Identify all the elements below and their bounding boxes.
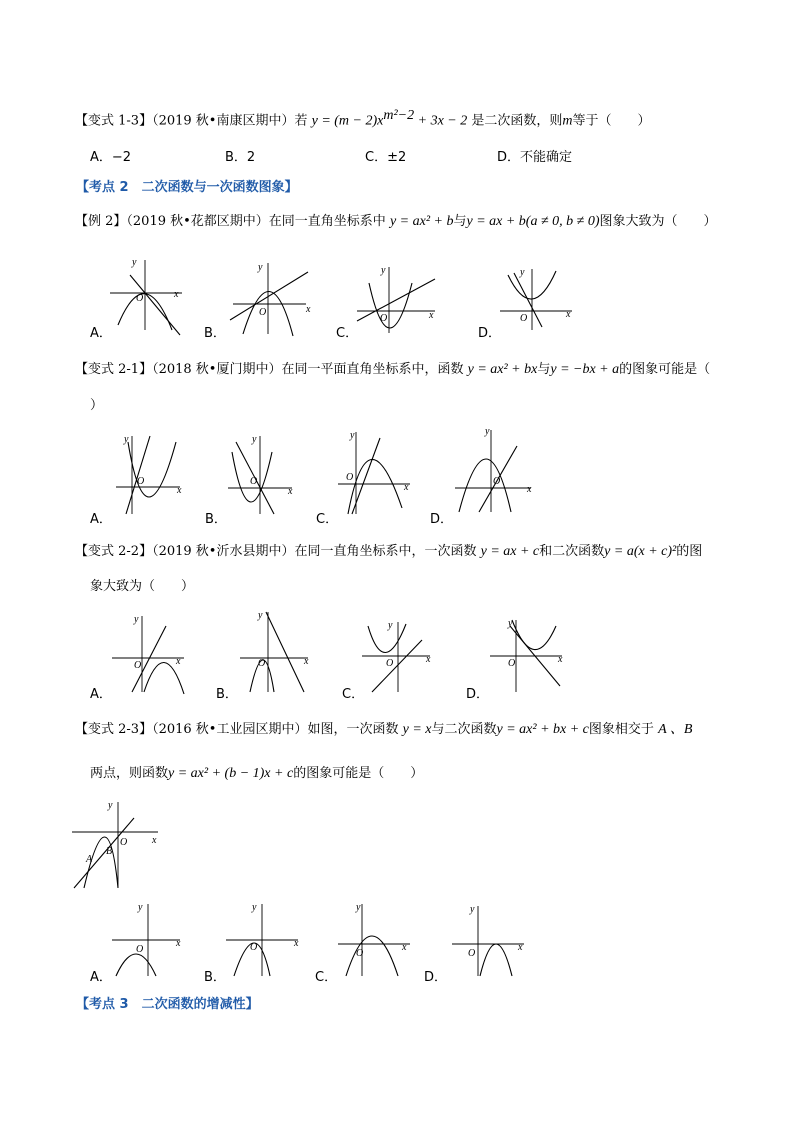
- svg-text:y: y: [485, 426, 490, 437]
- variant-2-2-graph-d: [490, 616, 570, 696]
- svg-text:O: O: [136, 944, 144, 955]
- variant-2-2-graph-b: [240, 608, 315, 693]
- svg-text:O: O: [250, 476, 258, 487]
- svg-text:x: x: [402, 942, 407, 953]
- svg-text:y: y: [134, 614, 139, 625]
- svg-text:O: O: [258, 658, 266, 669]
- svg-text:y: y: [258, 262, 263, 273]
- svg-text:x: x: [177, 485, 182, 496]
- svg-text:x: x: [176, 938, 181, 949]
- svg-text:O: O: [386, 658, 394, 669]
- svg-text:O: O: [493, 476, 501, 487]
- svg-text:x: x: [558, 654, 563, 665]
- svg-text:O: O: [380, 313, 388, 324]
- variant-2-1-stem: 【变式 2-1】（2018 秋•厦门期中）在同一平面直角坐标系中，函数 y = ax² + bx与y = −bx + a的图象可能是（: [75, 362, 711, 377]
- example-2-stem: 【例 2】（2019 秋•花都区期中）在同一直角坐标系中 y = ax² + b与y = ax + b(a ≠ 0, b ≠ 0)图象大致为（ ）: [75, 214, 717, 229]
- choice-d[interactable]: D．不能确定: [497, 150, 573, 165]
- svg-text:y: y: [252, 434, 257, 445]
- variant-2-1-graph-a: [116, 432, 191, 517]
- example-2-graph-a: [110, 255, 190, 335]
- choice-a[interactable]: A．−2: [90, 150, 132, 165]
- svg-text:x: x: [566, 309, 571, 320]
- svg-text:y: y: [508, 618, 513, 629]
- svg-text:x: x: [518, 942, 523, 953]
- choice-b[interactable]: B．2: [225, 150, 256, 165]
- choice-c[interactable]: C．±2: [365, 150, 407, 165]
- svg-text:x: x: [429, 310, 434, 321]
- variant-2-1-graph-c: [338, 428, 418, 518]
- svg-text:y: y: [388, 620, 393, 631]
- variant-2-3-graph-b: [226, 900, 306, 978]
- svg-text:O: O: [356, 948, 364, 959]
- variant-2-3-figure: [72, 796, 167, 891]
- svg-text:y: y: [258, 610, 263, 621]
- svg-text:x: x: [294, 938, 299, 949]
- svg-text:O: O: [120, 837, 128, 848]
- svg-text:x: x: [527, 484, 532, 495]
- svg-text:x: x: [404, 482, 409, 493]
- section-heading-3: 【考点 3 二次函数的增减性】: [76, 997, 259, 1012]
- variant-1-3-stem: 【变式 1-3】（2019 秋•南康区期中）若 $y = (m - 2)x^{m^2-2} + 3x - 2$ 是二次函数，则m等于（ ）: [75, 108, 651, 129]
- svg-text:O: O: [508, 658, 516, 669]
- svg-text:O: O: [250, 942, 258, 953]
- svg-text:O: O: [259, 307, 267, 318]
- svg-text:B: B: [106, 846, 113, 857]
- variant-2-2-graph-a: [112, 612, 192, 697]
- variant-2-2-stem: 【变式 2-2】（2019 秋•沂水县期中）在同一直角坐标系中，一次函数 y = ax + c和二次函数y = a(x + c)²的图: [75, 544, 703, 559]
- section-heading-2: 【考点 2 二次函数与一次函数图象】: [76, 180, 298, 195]
- svg-text:O: O: [134, 660, 142, 671]
- variant-2-3-graph-a: [112, 902, 187, 977]
- variant-2-1-graph-d: [455, 426, 540, 516]
- svg-text:O: O: [137, 476, 145, 487]
- variant-2-3-graph-d: [452, 902, 532, 978]
- svg-text:y: y: [381, 265, 386, 276]
- variant-2-1-graph-b: [228, 432, 303, 517]
- svg-text:O: O: [520, 313, 528, 324]
- variant-2-3-stem: 【变式 2-3】（2016 秋•工业园区期中）如图，一次函数 y = x与二次函数y = ax² + bx + c图象相交于 A 、B: [75, 722, 693, 737]
- example-2-graph-b: [228, 258, 313, 338]
- svg-text:x: x: [304, 656, 309, 667]
- variant-2-2-graph-c: [362, 620, 437, 695]
- example-2-graph-c: [357, 263, 442, 338]
- example-2-graph-d: [500, 265, 580, 335]
- svg-text:O: O: [136, 293, 144, 304]
- svg-text:A: A: [86, 854, 93, 865]
- svg-text:y: y: [108, 800, 113, 811]
- svg-text:x: x: [288, 486, 293, 497]
- svg-text:y: y: [138, 902, 143, 913]
- svg-text:y: y: [356, 902, 361, 913]
- svg-text:O: O: [468, 948, 476, 959]
- svg-text:y: y: [252, 902, 257, 913]
- svg-text:x: x: [152, 835, 157, 846]
- svg-text:y: y: [132, 257, 137, 268]
- problem-tag: 【变式 1-3】: [75, 113, 153, 129]
- svg-text:y: y: [350, 430, 355, 441]
- svg-text:x: x: [306, 304, 311, 315]
- svg-text:x: x: [426, 654, 431, 665]
- svg-text:x: x: [176, 656, 181, 667]
- svg-text:y: y: [470, 904, 475, 915]
- variant-2-3-graph-c: [338, 900, 418, 978]
- svg-text:y: y: [124, 434, 129, 445]
- svg-text:x: x: [174, 289, 179, 300]
- svg-text:y: y: [520, 267, 525, 278]
- svg-text:O: O: [346, 472, 354, 483]
